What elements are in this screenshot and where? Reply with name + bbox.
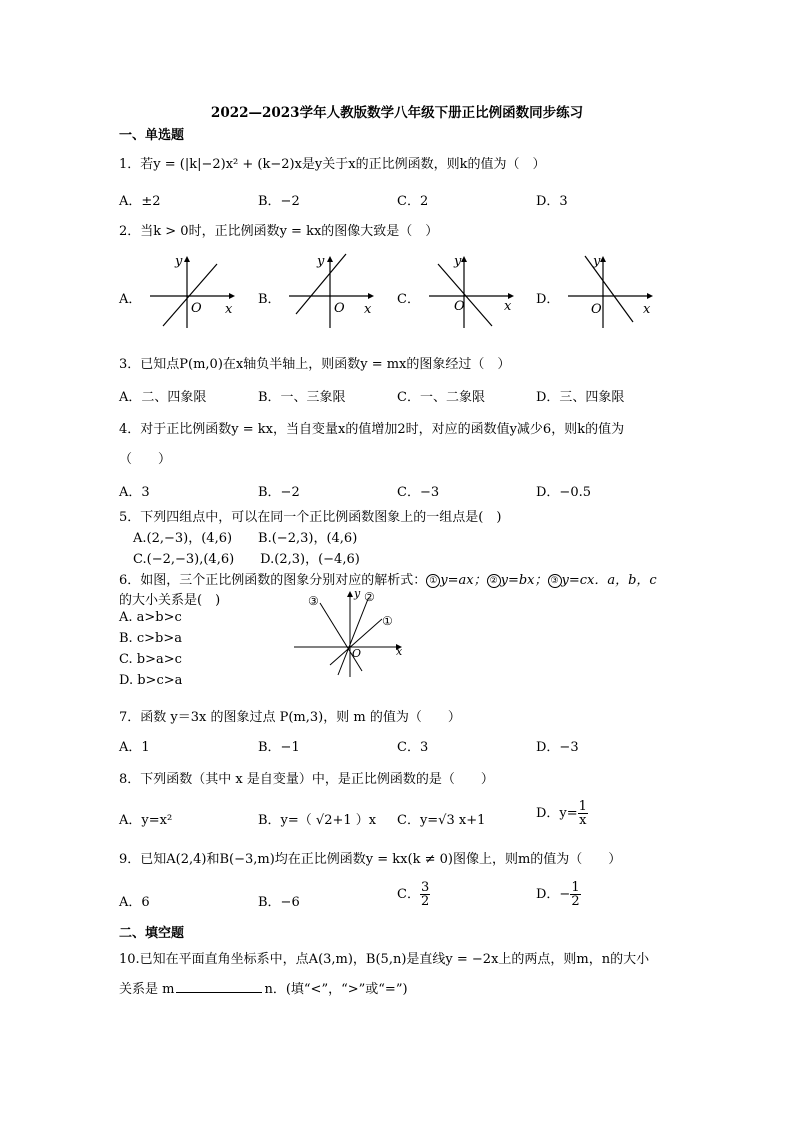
q9-option-b: B．−6 [258,895,300,910]
q6-option-a: A. a>b>c [119,610,182,625]
q2d-axis-y: y [593,254,601,269]
question-9-text: 9．已知A(2,4)和B(−3,m)均在正比例函数y = kx(k ≠ 0)图像上，则m的值为（ ） [119,852,622,867]
q6-label-1: ① [382,614,393,628]
q1-option-c: C．2 [397,194,429,209]
q7-option-a: A．1 [119,740,150,755]
q6-formula-2: y=bx； [500,573,548,588]
q6-formula-3: y=cx．a，b，c [561,573,657,588]
q2d-origin: O [591,302,602,317]
q6-label-3: ③ [308,594,319,608]
q6-formula-1: y=ax； [440,573,487,588]
q9-option-d [536,881,581,908]
q9-option-c [397,881,430,908]
q6-option-c: C. b>a>c [119,652,182,667]
q7-option-c: C．3 [397,740,429,755]
q2a-origin: O [191,301,202,316]
q6-circle-2: ② [487,574,501,588]
q8-option-d [536,800,588,827]
q8-option-d-fraction: $\frac{1}{x}$ [578,799,587,828]
q6-option-b: B. c>b>a [119,631,182,646]
q9-option-d-label: D．− [536,887,571,902]
q7-option-d: D．−3 [536,740,579,755]
q4-option-b: B．−2 [258,485,300,500]
question-7-text: 7．函数 y＝3x 的图象过点 P(m,3)，则 m 的值为（ ） [119,710,461,725]
q2a-axis-x: x [225,302,233,317]
q4-option-d: D．−0.5 [536,485,591,500]
q1-option-b: B．−2 [258,194,300,209]
question-10-text-2: 关系是 m n．(填“<”，“>”或“=”) [119,982,408,997]
q6-circle-1: ① [426,574,440,588]
q6-text-intro: 6．如图，三个正比例函数的图象分别对应的解析式： [119,573,427,588]
q2-graph-c [424,250,519,330]
q6-option-d: D. b>c>a [119,673,183,688]
q5-options-line-2: C.(−2,−3),(4,6) D.(2,3)，(−4,6) [133,552,360,567]
q4-option-c: C．−3 [397,485,440,500]
q9-option-d-fraction: $\frac{1}{2}$ [571,880,580,909]
q2-graph-a [145,250,240,330]
q2-option-b: B． [258,292,281,307]
question-3-text: 3．已知点P(m,0)在x轴负半轴上，则函数y = mx的图象经过（ ） [119,357,511,372]
q2a-axis-y: y [175,254,183,269]
q2-option-a: A． [119,292,142,307]
question-5-text: 5．下列四组点中，可以在同一个正比例函数图象上的一组点是( ) [119,510,502,525]
q2c-origin: O [454,299,465,314]
q8-option-a: A．y=x² [119,813,173,828]
q2-option-c: C． [397,292,420,307]
page-title: 2022—2023学年人教版数学八年级下册正比例函数同步练习 [210,105,584,121]
q2d-axis-x: x [643,302,651,317]
q4-option-a: A．3 [119,485,150,500]
q2-option-d: D． [536,292,560,307]
question-4-paren: （ ） [119,452,172,467]
q6-axis-y: y [354,587,361,600]
section-heading-single-choice: 一、单选题 [119,128,185,143]
section-heading-fill-in: 二、填空题 [119,926,185,941]
q8-option-c: C．y=√3 x+1 [397,813,486,828]
question-1-text: 1．若y = (|k|−2)x² + (k−2)x是y关于x的正比例函数，则k的值为（ ） [119,157,546,172]
q2-graph-b [284,250,379,330]
q3-option-c: C．一、二象限 [397,390,485,405]
q3-option-b: B．一、三象限 [258,390,346,405]
question-8-text: 8．下列函数（其中 x 是自变量）中，是正比例函数的是（ ） [119,772,494,787]
q9-option-a: A．6 [119,895,150,910]
q1-option-a: A．±2 [119,194,161,209]
q9-option-c-label: C． [397,887,420,902]
q9-option-c-fraction: $\frac{3}{2}$ [420,880,430,909]
q8-option-b: B．y=（ √2+1 ）x [258,813,377,828]
q10-answer-blank[interactable] [176,992,262,993]
q3-option-d: D．三、四象限 [536,390,625,405]
q2-graph-d [563,250,658,330]
question-4-text: 4．对于正比例函数y = kx，当自变量x的值增加2时，对应的函数值y减少6，则k的值为 [119,422,625,437]
q2c-axis-y: y [454,254,462,269]
q5-options-line-1: A.(2,−3)，(4,6) B.(−2,3)，(4,6) [133,531,358,546]
q6-graph [290,585,410,680]
q6-axis-x: x [396,645,403,658]
q6-circle-3: ③ [548,574,562,588]
question-2-text: 2．当k > 0时，正比例函数y = kx的图像大致是（ ） [119,224,439,239]
q6-label-2: ② [364,590,375,604]
q3-option-a: A．二、四象限 [119,390,207,405]
q2b-axis-y: y [317,254,325,269]
q2b-origin: O [334,301,345,316]
q2b-axis-x: x [364,302,372,317]
q2c-axis-x: x [504,299,512,314]
q7-option-b: B．−1 [258,740,300,755]
q6-origin: O [352,647,362,660]
q1-option-d: D．3 [536,194,568,209]
question-10-text: 10.已知在平面直角坐标系中，点A(3,m)，B(5,n)是直线y = −2x上的两点，则m，n的大小 [119,952,650,967]
question-6-text-2: 的大小关系是( ) [119,593,221,608]
q8-option-d-label: D．y= [536,806,578,821]
